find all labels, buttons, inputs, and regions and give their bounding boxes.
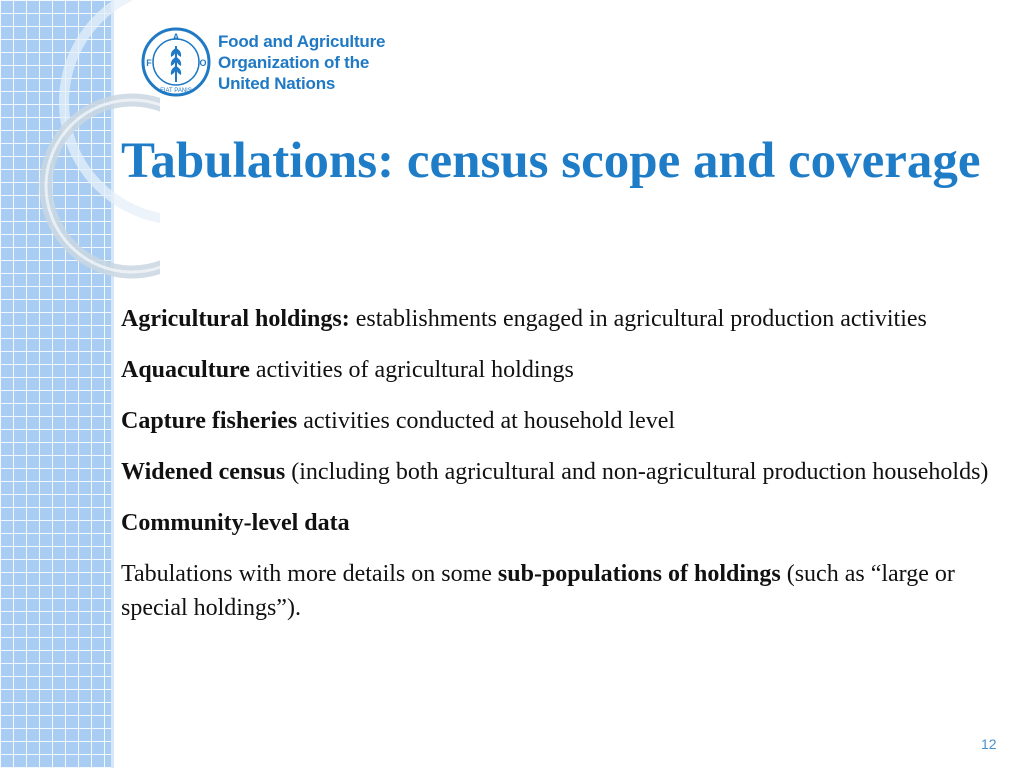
item-term: Community-level data: [121, 510, 350, 536]
item-description: activities conducted at household level: [297, 408, 676, 434]
item-description: establishments engaged in agricultural production activities: [349, 306, 927, 332]
emblem-letter-f: F: [146, 58, 152, 68]
fao-wordmark: [218, 31, 385, 94]
item-text-before: Tabulations with more details on some: [121, 561, 498, 587]
item-term: Aquaculture: [121, 357, 250, 383]
fao-logo: [140, 26, 390, 98]
item-description: (including both agricultural and non-agricultural production households): [285, 459, 989, 485]
item-term: Capture fisheries: [121, 408, 298, 434]
slide-title: Tabulations: census scope and coverage: [121, 133, 981, 189]
item-text-after: (such as “large or special holdings”).: [121, 561, 955, 621]
item-term: sub-populations of holdings: [497, 561, 781, 587]
logo-line-3: United Nations: [218, 74, 336, 93]
slide-body: [121, 302, 991, 642]
item-term: Agricultural holdings:: [121, 306, 350, 332]
logo-line-2: Organization of the: [218, 53, 370, 72]
page-number: 12: [981, 736, 997, 752]
list-item: [121, 506, 991, 540]
list-item: [121, 353, 991, 387]
fao-emblem-icon: [140, 26, 212, 98]
list-item: [121, 455, 991, 489]
list-item: [121, 557, 991, 625]
emblem-motto: FIAT PANIS: [160, 88, 192, 94]
emblem-letter-a: A: [172, 32, 180, 42]
logo-line-1: Food and Agriculture: [218, 32, 386, 51]
item-description: activities of agricultural holdings: [249, 357, 574, 383]
emblem-letter-o: O: [199, 58, 207, 68]
list-item: [121, 302, 991, 336]
list-item: [121, 404, 991, 438]
item-term: Widened census: [121, 459, 286, 485]
